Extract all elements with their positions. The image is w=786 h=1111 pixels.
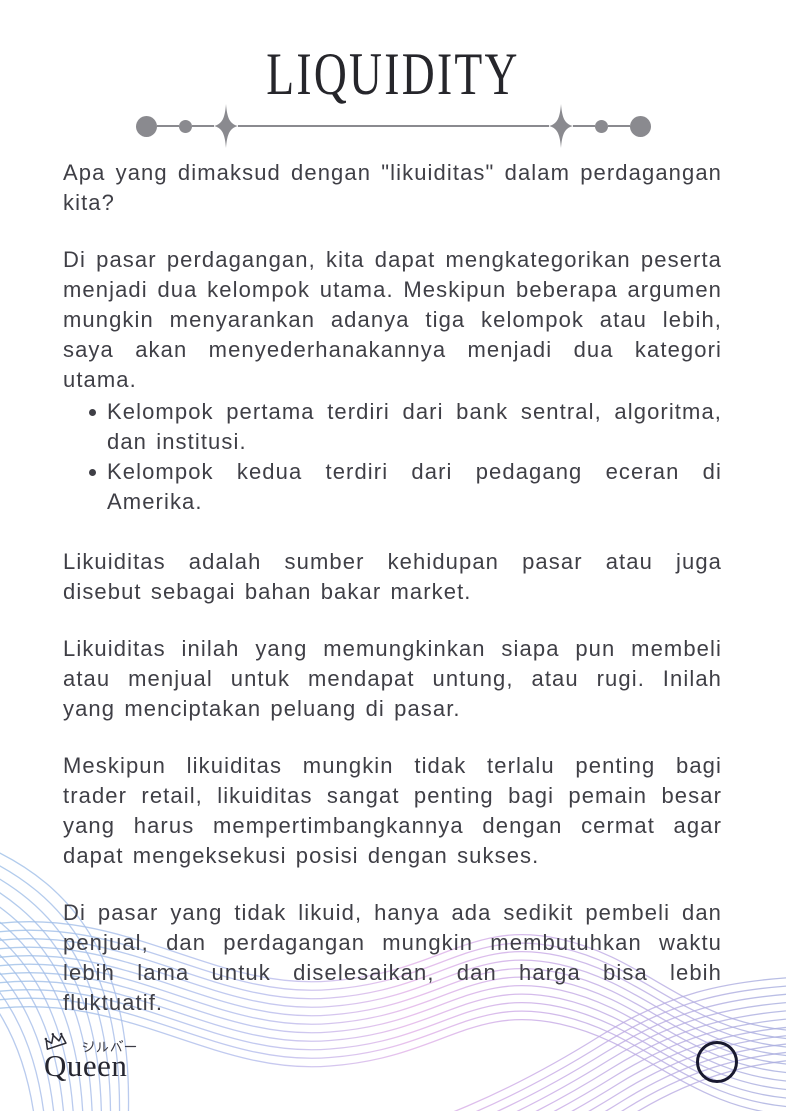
brand-jp-icon [82, 1040, 137, 1053]
kana-shi-icon [82, 1040, 95, 1053]
divider-line [192, 125, 214, 127]
paragraph: Likuiditas inilah yang memungkinkan siapa pun membeli atau menjual untuk mendapat untung, atau rugi. Inilah yang menciptakan peluang di pasar. [63, 636, 722, 721]
header [0, 41, 786, 148]
sparkle-icon [549, 104, 573, 148]
page-title: LIQUIDITY [266, 41, 520, 107]
divider-line [157, 125, 179, 127]
dot-icon [136, 116, 157, 137]
bullet-text: Kelompok kedua terdiri dari pedagang eceran di Amerika. [107, 459, 722, 514]
brand-name: Queen [44, 1048, 128, 1083]
bullet-list [63, 397, 722, 517]
paragraph: Meskipun likuiditas mungkin tidak terlalu penting bagi trader retail, likuiditas sangat penting bagi pemain besar yang harus mempertimbangkannya dengan cermat agar dapat mengeksekusi posisi dengan sukses. [63, 753, 722, 868]
brand-logo [44, 1038, 154, 1094]
kana-chouon-icon [124, 1040, 137, 1053]
bullet-item [63, 397, 722, 457]
divider-line [608, 125, 630, 127]
divider-line [573, 125, 595, 127]
title-divider [136, 104, 651, 148]
page-number-circle [696, 1041, 738, 1083]
bullet-icon [89, 469, 96, 476]
paragraph: Di pasar perdagangan, kita dapat mengkategorikan peserta menjadi dua kelompok utama. Meskipun beberapa argumen mungkin menyarankan adanya tiga kelompok atau lebih, saya akan menyederhanakannya menjadi dua kategori utama. [63, 247, 722, 392]
paragraph-intro: Apa yang dimaksud dengan "likuiditas" dalam perdagangan kita? [63, 160, 722, 215]
paragraph: Di pasar yang tidak likuid, hanya ada sedikit pembeli dan penjual, dan perdagangan mungkin membutuhkan waktu lebih lama untuk diselesaikan, dan harga bisa lebih fluktuatif. [63, 900, 722, 1015]
dot-icon [630, 116, 651, 137]
body-text [63, 158, 722, 1045]
dot-icon [179, 120, 192, 133]
dot-icon [595, 120, 608, 133]
bullet-item [63, 457, 722, 517]
kana-ru-icon [96, 1040, 109, 1053]
divider-line [238, 125, 549, 127]
sparkle-icon [214, 104, 238, 148]
bullet-icon [89, 409, 96, 416]
paragraph: Likuiditas adalah sumber kehidupan pasar atau juga disebut sebagai bahan bakar market. [63, 549, 722, 604]
kana-ba-icon [110, 1040, 123, 1053]
bullet-text: Kelompok pertama terdiri dari bank sentral, algoritma, dan institusi. [107, 399, 722, 454]
